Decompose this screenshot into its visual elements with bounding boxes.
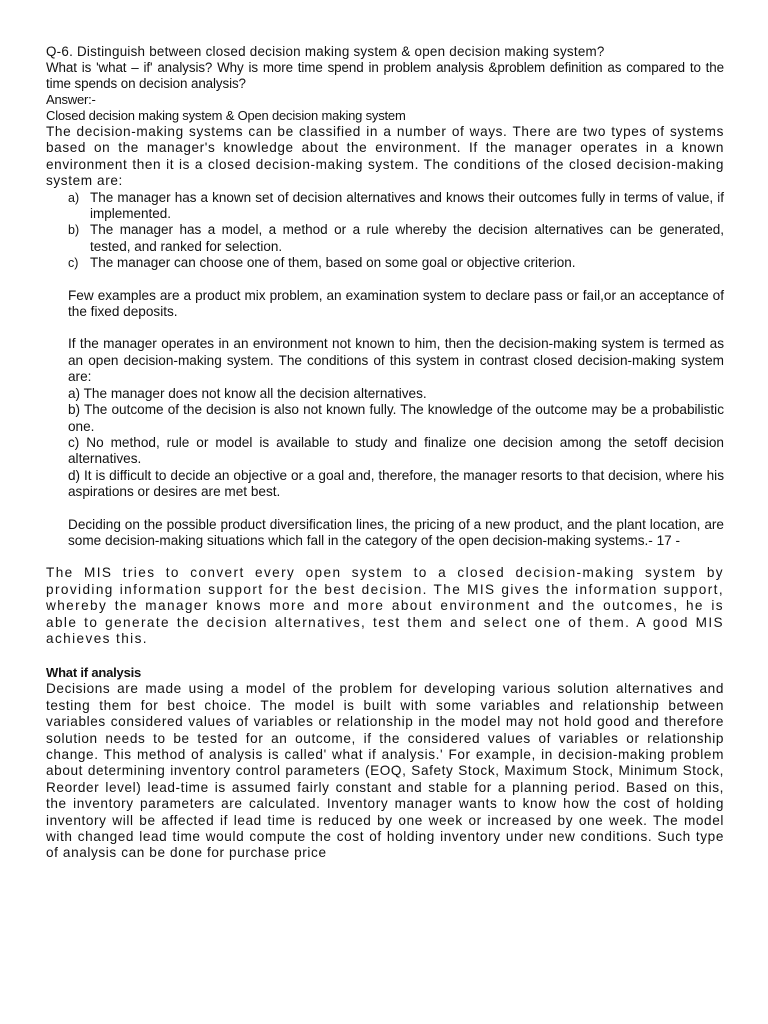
question-line-2: What is 'what – if' analysis? Why is more time spend in problem analysis &problem definition as compared to the time spends on decision analysis? xyxy=(46,60,724,91)
open-condition-d: d) It is difficult to decide an objective or a goal and, therefore, the manager resorts to that decision, where his aspirations or desires are met best. xyxy=(68,467,724,500)
question-block xyxy=(46,44,724,92)
open-condition-c: c) No method, rule or model is available to study and finalize one decision among the setoff decision alternatives. xyxy=(68,434,724,467)
what-if-heading: What if analysis xyxy=(46,665,142,681)
list-item xyxy=(46,255,724,271)
list-item xyxy=(46,222,724,255)
list-item-text: The manager can choose one of them, based on some goal or objective criterion. xyxy=(90,255,576,271)
list-item xyxy=(46,190,724,223)
closed-conditions-list xyxy=(46,190,724,272)
list-marker: a) xyxy=(68,190,80,205)
what-if-paragraph: Decisions are made using a model of the problem for developing various solution alternatives and testing them for best choice. The model is built with some variables and relationship between variables considered values of variables or relationship in the model may not hold good and therefore solution needs to be tested for an outcome, if the considered values of variables or relationship change. This method of analysis is called' what if analysis.' For example, in decision-making problem about determining inventory control parameters (EOQ, Safety Stock, Maximum Stock, Minimum Stock, Reorder level) lead-time is assumed fairly constant and stable for a planning period. Based on this, the inventory parameters are calculated. Inventory manager wants to know how the cost of holding inventory will be affected if lead time is reduced by one week or increased by one week. The model with changed lead time would compute the cost of holding inventory under new conditions. Such type of analysis can be done for purchase price xyxy=(46,681,724,861)
list-marker: c) xyxy=(68,256,79,271)
answer-label: Answer:- xyxy=(46,92,96,107)
closed-examples-paragraph: Few examples are a product mix problem, an examination system to declare pass or fail,or an acceptance of the fixed deposits. xyxy=(68,287,724,320)
intro-paragraph: The decision-making systems can be classified in a number of ways. There are two types of systems based on the manager's knowledge about the environment. If the manager operates in a known environment then it is a closed decision-making system. The conditions of the closed decision-making system are: xyxy=(46,124,724,189)
open-examples-paragraph: Deciding on the possible product diversification lines, the pricing of a new product, and the plant location, are some decision-making situations which fall in the category of the open decision-making systems.- 17 - xyxy=(68,516,724,548)
section-subheading: Closed decision making system & Open decision making system xyxy=(46,108,406,123)
open-condition-b: b) The outcome of the decision is also not known fully. The knowledge of the outcome may be a probabilistic one. xyxy=(68,402,724,434)
list-item-text: The manager has a known set of decision alternatives and knows their outcomes fully in terms of value, if implemented. xyxy=(90,189,724,222)
open-intro-paragraph: If the manager operates in an environment not known to him, then the decision-making system is termed as an open decision-making system. The conditions of this system in contrast closed decision-making system are: xyxy=(68,336,724,385)
list-item-text: The manager has a model, a method or a rule whereby the decision alternatives can be generated, tested, and ranked for selection. xyxy=(90,222,724,254)
mis-paragraph: The MIS tries to convert every open system to a closed decision-making system by providing information support for the best decision. The MIS gives the information support, whereby the manager knows more and more about environment and the outcomes, he is able to generate the decision alternatives, test them and select one of them. A good MIS achieves this. xyxy=(46,565,724,646)
list-marker: b) xyxy=(68,223,80,238)
open-condition-a: a) The manager does not know all the decision alternatives. xyxy=(68,385,427,401)
question-line-1: Q-6. Distinguish between closed decision making system & open decision making system? xyxy=(46,44,605,59)
